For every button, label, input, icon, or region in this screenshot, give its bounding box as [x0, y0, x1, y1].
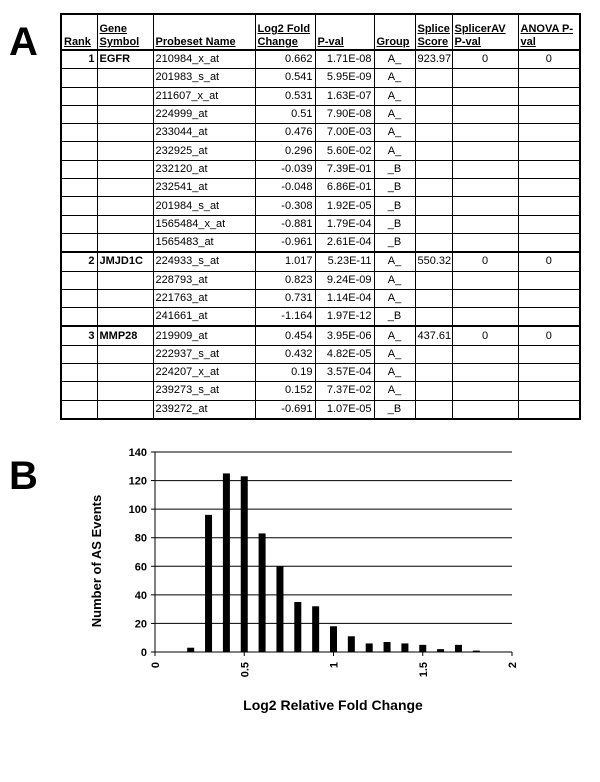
log2-fold-change-cell: 0.541	[255, 69, 315, 87]
rank-cell	[61, 197, 97, 215]
log2-fold-change-cell: 0.823	[255, 271, 315, 289]
log2-fold-change-cell: 0.296	[255, 142, 315, 160]
log2-fold-change-cell: 0.432	[255, 345, 315, 363]
p-val-cell: 3.95E-06	[315, 326, 374, 345]
group-cell: _B	[374, 160, 415, 178]
table-row	[61, 252, 580, 271]
group-cell: A_	[374, 69, 415, 87]
panel-b-label: B	[9, 454, 38, 498]
table-row	[61, 382, 580, 400]
splice-score-cell	[415, 382, 452, 400]
header-probeset-name: Probeset Name	[153, 14, 255, 50]
log2-fold-change-cell: 0.152	[255, 382, 315, 400]
probeset-name-cell: 239272_at	[153, 400, 255, 419]
histogram-bar	[384, 642, 391, 652]
table-row	[61, 271, 580, 289]
panel-a-label: A	[9, 20, 38, 64]
splice-score-cell	[415, 308, 452, 327]
splicerav-p-val-cell	[452, 233, 518, 252]
group-cell: _B	[374, 233, 415, 252]
rank-cell: 3	[61, 326, 97, 345]
y-tick-labels	[129, 447, 147, 659]
splice-score-cell	[415, 271, 452, 289]
gene-symbol-cell	[97, 364, 153, 382]
group-cell: A_	[374, 87, 415, 105]
gene-symbol-cell	[97, 308, 153, 327]
splicerav-p-val-cell: 0	[452, 252, 518, 271]
x-tick-label: 0	[150, 662, 162, 669]
rank-cell	[61, 233, 97, 252]
log2-fold-change-cell: -0.881	[255, 215, 315, 233]
anova-p-val-cell	[518, 69, 580, 87]
header-anova-p-val: ANOVA P-val	[518, 14, 580, 50]
p-val-cell: 5.95E-09	[315, 69, 374, 87]
histogram-bar	[419, 645, 426, 652]
splice-score-cell	[415, 364, 452, 382]
rank-cell	[61, 289, 97, 307]
probeset-name-cell: 222937_s_at	[153, 345, 255, 363]
histogram-bar	[348, 636, 355, 652]
anova-p-val-cell: 0	[518, 50, 580, 69]
table-header-row	[61, 14, 580, 50]
probeset-name-cell: 221763_at	[153, 289, 255, 307]
rank-cell	[61, 160, 97, 178]
probeset-name-cell: 201983_s_at	[153, 69, 255, 87]
p-val-cell: 1.63E-07	[315, 87, 374, 105]
log2-fold-change-cell: 0.476	[255, 124, 315, 142]
gene-symbol-cell	[97, 105, 153, 123]
y-tick-label: 60	[134, 561, 147, 574]
table-row	[61, 105, 580, 123]
splicerav-p-val-cell: 0	[452, 50, 518, 69]
probeset-name-cell: 201984_s_at	[153, 197, 255, 215]
splice-score-cell	[415, 124, 452, 142]
header-splice-score: Splice Score	[415, 14, 452, 50]
histogram-chart	[0, 440, 600, 780]
probeset-name-cell: 219909_at	[153, 326, 255, 345]
splice-score-cell	[415, 142, 452, 160]
splicerav-p-val-cell: 0	[452, 326, 518, 345]
p-val-cell: 7.00E-03	[315, 124, 374, 142]
anova-p-val-cell	[518, 364, 580, 382]
header-rank: Rank	[61, 14, 97, 50]
splice-score-cell	[415, 197, 452, 215]
y-tick-label: 100	[128, 504, 147, 517]
anova-p-val-cell	[518, 87, 580, 105]
group-cell: _B	[374, 215, 415, 233]
rank-cell	[61, 142, 97, 160]
gene-symbol-cell: EGFR	[97, 50, 153, 69]
splice-score-cell	[415, 87, 452, 105]
log2-fold-change-cell: 0.19	[255, 364, 315, 382]
splice-score-cell	[415, 345, 452, 363]
p-val-cell: 1.71E-08	[315, 50, 374, 69]
anova-p-val-cell	[518, 160, 580, 178]
gene-symbol-cell	[97, 271, 153, 289]
p-val-cell: 9.24E-09	[315, 271, 374, 289]
log2-fold-change-cell: -0.308	[255, 197, 315, 215]
histogram-bar	[187, 648, 194, 652]
splicerav-p-val-cell	[452, 142, 518, 160]
header-gene-symbol: Gene Symbol	[97, 14, 153, 50]
splice-score-cell	[415, 233, 452, 252]
table-row	[61, 69, 580, 87]
p-val-cell: 7.39E-01	[315, 160, 374, 178]
table-row	[61, 197, 580, 215]
x-tick-label: 0.5	[239, 662, 252, 678]
gene-symbol-cell: MMP28	[97, 326, 153, 345]
group-cell: A_	[374, 326, 415, 345]
splice-score-cell	[415, 179, 452, 197]
splicerav-p-val-cell	[452, 105, 518, 123]
p-val-cell: 1.92E-05	[315, 197, 374, 215]
p-val-cell: 1.07E-05	[315, 400, 374, 419]
log2-fold-change-cell: 1.017	[255, 252, 315, 271]
log2-fold-change-cell: 0.51	[255, 105, 315, 123]
histogram-bar	[294, 602, 301, 652]
p-val-cell: 1.14E-04	[315, 289, 374, 307]
histogram-bar	[205, 515, 212, 652]
histogram-bar	[401, 643, 408, 652]
rank-cell	[61, 215, 97, 233]
x-tick-labels	[150, 662, 519, 677]
table-row	[61, 289, 580, 307]
y-axis-label: Number of AS Events	[89, 494, 104, 628]
x-axis-label: Log2 Relative Fold Change	[243, 697, 423, 713]
rank-cell	[61, 69, 97, 87]
anova-p-val-cell	[518, 308, 580, 327]
histogram-bar	[312, 606, 319, 652]
probeset-name-cell: 228793_at	[153, 271, 255, 289]
table-row	[61, 400, 580, 419]
splicerav-p-val-cell	[452, 400, 518, 419]
group-cell: _B	[374, 400, 415, 419]
rank-cell: 2	[61, 252, 97, 271]
histogram-bar	[455, 645, 462, 652]
splice-score-cell	[415, 105, 452, 123]
gene-symbol-cell	[97, 142, 153, 160]
splice-score-cell: 923.97	[415, 50, 452, 69]
x-tick-label: 1	[328, 662, 341, 669]
probeset-name-cell: 224207_x_at	[153, 364, 255, 382]
log2-fold-change-cell: -0.691	[255, 400, 315, 419]
gene-symbol-cell	[97, 160, 153, 178]
gene-symbol-cell	[97, 215, 153, 233]
histogram-bar	[223, 473, 230, 652]
rank-cell	[61, 271, 97, 289]
y-tick-label: 140	[128, 447, 147, 459]
anova-p-val-cell	[518, 271, 580, 289]
splice-score-cell: 550.32	[415, 252, 452, 271]
anova-p-val-cell	[518, 400, 580, 419]
log2-fold-change-cell: 0.531	[255, 87, 315, 105]
splice-score-cell	[415, 289, 452, 307]
p-val-cell: 1.97E-12	[315, 308, 374, 327]
p-val-cell: 2.61E-04	[315, 233, 374, 252]
y-tick-label: 20	[134, 618, 147, 631]
rank-cell	[61, 382, 97, 400]
rank-cell: 1	[61, 50, 97, 69]
log2-fold-change-cell: -1.164	[255, 308, 315, 327]
anova-p-val-cell	[518, 233, 580, 252]
anova-p-val-cell	[518, 345, 580, 363]
gene-symbol-cell	[97, 87, 153, 105]
x-tick-label: 2	[507, 662, 519, 669]
log2-fold-change-cell: 0.662	[255, 50, 315, 69]
log2-fold-change-cell: -0.048	[255, 179, 315, 197]
rank-cell	[61, 345, 97, 363]
gene-symbol-cell	[97, 179, 153, 197]
splicerav-p-val-cell	[452, 308, 518, 327]
p-val-cell: 4.82E-05	[315, 345, 374, 363]
gene-symbol-cell	[97, 400, 153, 419]
p-val-cell: 1.79E-04	[315, 215, 374, 233]
splicerav-p-val-cell	[452, 87, 518, 105]
anova-p-val-cell	[518, 289, 580, 307]
group-cell: A_	[374, 364, 415, 382]
probeset-name-cell: 1565484_x_at	[153, 215, 255, 233]
gene-symbol-cell	[97, 197, 153, 215]
probeset-name-cell: 232120_at	[153, 160, 255, 178]
table-body	[61, 50, 580, 419]
table-row	[61, 345, 580, 363]
rank-cell	[61, 179, 97, 197]
splice-score-cell	[415, 69, 452, 87]
gene-symbol-cell	[97, 345, 153, 363]
header-log2-fold-change: Log2 Fold Change	[255, 14, 315, 50]
y-tick-label: 120	[128, 475, 147, 488]
table-row	[61, 87, 580, 105]
group-cell: A_	[374, 50, 415, 69]
histogram-bar	[259, 533, 266, 652]
anova-p-val-cell	[518, 124, 580, 142]
table-row	[61, 308, 580, 327]
probeset-name-cell: 211607_x_at	[153, 87, 255, 105]
p-val-cell: 3.57E-04	[315, 364, 374, 382]
group-cell: A_	[374, 142, 415, 160]
splice-score-cell	[415, 215, 452, 233]
group-cell: A_	[374, 345, 415, 363]
p-val-cell: 6.86E-01	[315, 179, 374, 197]
rank-cell	[61, 364, 97, 382]
table-row	[61, 233, 580, 252]
probeset-name-cell: 1565483_at	[153, 233, 255, 252]
histogram-bar	[330, 626, 337, 652]
probeset-name-cell: 224933_s_at	[153, 252, 255, 271]
log2-fold-change-cell: 0.731	[255, 289, 315, 307]
group-cell: A_	[374, 382, 415, 400]
gene-symbol-cell	[97, 69, 153, 87]
y-tick-label: 0	[140, 647, 147, 659]
splicerav-p-val-cell	[452, 289, 518, 307]
log2-fold-change-cell: 0.454	[255, 326, 315, 345]
splice-score-cell: 437.61	[415, 326, 452, 345]
rank-cell	[61, 400, 97, 419]
splicerav-p-val-cell	[452, 179, 518, 197]
p-val-cell: 7.37E-02	[315, 382, 374, 400]
p-val-cell: 5.23E-11	[315, 252, 374, 271]
group-cell: A_	[374, 271, 415, 289]
probeset-name-cell: 233044_at	[153, 124, 255, 142]
probeset-name-cell: 239273_s_at	[153, 382, 255, 400]
anova-p-val-cell: 0	[518, 326, 580, 345]
splicerav-p-val-cell	[452, 382, 518, 400]
splicerav-p-val-cell	[452, 124, 518, 142]
rank-cell	[61, 124, 97, 142]
probeset-name-cell: 224999_at	[153, 105, 255, 123]
table-row	[61, 215, 580, 233]
table-row	[61, 160, 580, 178]
histogram-bar	[366, 643, 373, 652]
group-cell: A_	[374, 105, 415, 123]
header-group: Group	[374, 14, 415, 50]
anova-p-val-cell	[518, 197, 580, 215]
probeset-name-cell: 241661_at	[153, 308, 255, 327]
table-row	[61, 179, 580, 197]
table-row	[61, 124, 580, 142]
histogram-bar	[276, 566, 283, 652]
anova-p-val-cell: 0	[518, 252, 580, 271]
table-row	[61, 142, 580, 160]
splicerav-p-val-cell	[452, 364, 518, 382]
rank-cell	[61, 87, 97, 105]
rank-cell	[61, 105, 97, 123]
anova-p-val-cell	[518, 179, 580, 197]
table-row	[61, 326, 580, 345]
splice-score-cell	[415, 160, 452, 178]
splicerav-p-val-cell	[452, 345, 518, 363]
table-row	[61, 364, 580, 382]
group-cell: A_	[374, 124, 415, 142]
splicerav-p-val-cell	[452, 69, 518, 87]
anova-p-val-cell	[518, 105, 580, 123]
anova-p-val-cell	[518, 142, 580, 160]
log2-fold-change-cell: -0.961	[255, 233, 315, 252]
splicerav-p-val-cell	[452, 215, 518, 233]
probeset-name-cell: 232925_at	[153, 142, 255, 160]
x-tick-label: 1.5	[417, 662, 430, 678]
gene-symbol-cell	[97, 382, 153, 400]
probeset-name-cell: 232541_at	[153, 179, 255, 197]
splice-results-table	[60, 13, 581, 420]
splicerav-p-val-cell	[452, 197, 518, 215]
log2-fold-change-cell: -0.039	[255, 160, 315, 178]
group-cell: _B	[374, 197, 415, 215]
splicerav-p-val-cell	[452, 271, 518, 289]
group-cell: A_	[374, 289, 415, 307]
group-cell: _B	[374, 179, 415, 197]
rank-cell	[61, 308, 97, 327]
y-tick-label: 40	[134, 589, 147, 602]
y-tick-label: 80	[134, 532, 147, 545]
header-splicerav-p-val: SplicerAV P-val	[452, 14, 518, 50]
gene-symbol-cell	[97, 233, 153, 252]
splicerav-p-val-cell	[452, 160, 518, 178]
gene-symbol-cell: JMJD1C	[97, 252, 153, 271]
anova-p-val-cell	[518, 382, 580, 400]
splice-score-cell	[415, 400, 452, 419]
gene-symbol-cell	[97, 124, 153, 142]
table-row	[61, 50, 580, 69]
group-cell: _B	[374, 308, 415, 327]
chart-bars	[187, 473, 480, 652]
gene-symbol-cell	[97, 289, 153, 307]
anova-p-val-cell	[518, 215, 580, 233]
group-cell: A_	[374, 252, 415, 271]
header-p-val: P-val	[315, 14, 374, 50]
p-val-cell: 7.90E-08	[315, 105, 374, 123]
histogram-bar	[241, 476, 248, 652]
p-val-cell: 5.60E-02	[315, 142, 374, 160]
probeset-name-cell: 210984_x_at	[153, 50, 255, 69]
